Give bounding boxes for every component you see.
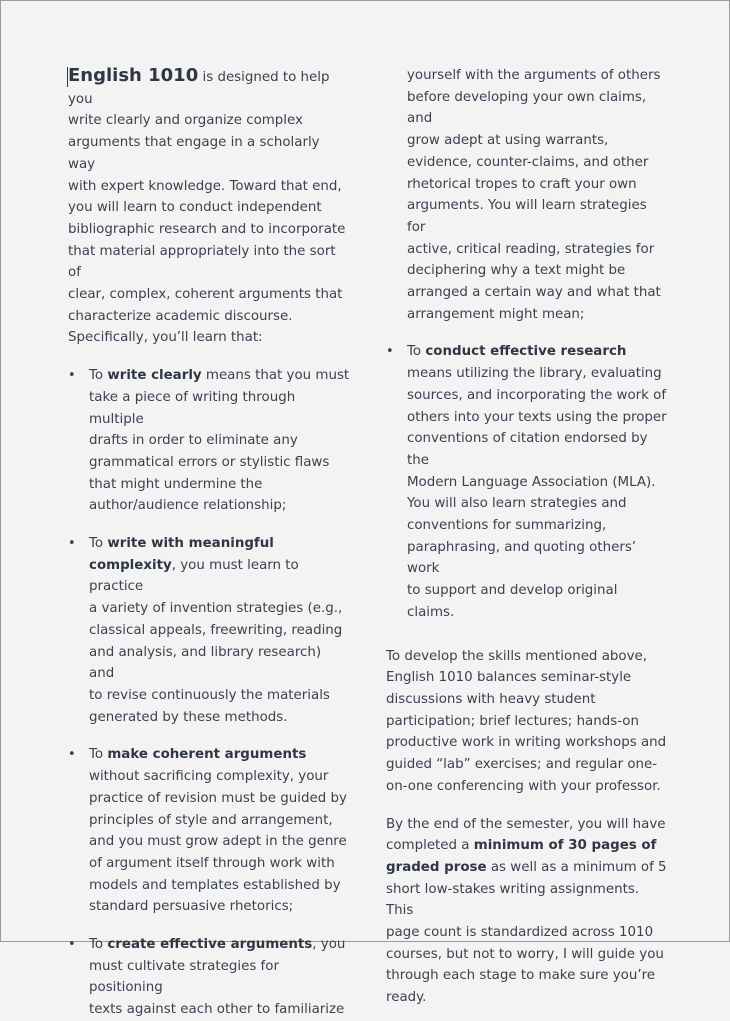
right-column bbox=[386, 65, 668, 1009]
course-title: English 1010 bbox=[68, 65, 199, 86]
requirements-paragraph: By the end of the semester, you will have completed a minimum of 30 pages of graded prose as well as a minimum of 5 short low-stakes writing assignments. This page count is standardized across 1010 courses, but not to worry, I will guide you through each stage to make sure you’re ready. bbox=[386, 816, 667, 1006]
list-item-effective-arguments: • To create effective arguments, you must cultivate strategies for positioning texts against each other to familiarize bbox=[68, 934, 350, 1021]
list-item-effective-research: • To conduct effective research means utilizing the library, evaluating sources, and incorporating the work of others into your texts using the proper conventions of citation endorsed by the Modern Language Association (MLA). You will also learn strategies and conventions for summarizing, paraphrasing, and quoting others’ work to support and develop original claims. bbox=[386, 341, 668, 623]
outcomes-list bbox=[68, 365, 350, 1021]
skills-paragraph: To develop the skills mentioned above, English 1010 balances seminar-style discussions with heavy student participation; brief lectures; hands-on productive work in writing workshops and guided “lab” exercises; and regular one- on-one conferencing with your professor. bbox=[386, 648, 667, 794]
bullet-icon: • bbox=[68, 368, 76, 384]
list-item-coherent-arguments: • To make coherent arguments without sacrificing complexity, your practice of revision must be guided by principles of style and arrangement, and you must grow adept in the genre of argument itself through work with models and templates established by standard persuasive rhetorics; bbox=[68, 744, 350, 918]
list-item-meaningful-complexity: • To write with meaningful complexity, you must learn to practice a variety of invention strategies (e.g., classical appeals, freewriting, reading and analysis, and library research) and to revise continuously the materials generated by these methods. bbox=[68, 533, 350, 728]
intro-paragraph: English 1010 is designed to help you write clearly and organize complex arguments that engage in a scholarly way with expert knowledge. Toward that end, you will learn to conduct independent bibliographic research and to incorporate that material appropriately into the sort of clear, complex, coherent arguments that characterize academic discourse. Specifically, you’ll learn that: bbox=[68, 65, 346, 346]
bullet-icon: • bbox=[68, 536, 76, 552]
list-item-write-clearly: • To write clearly means that you must take a piece of writing through multiple drafts in order to eliminate any grammatical errors or stylistic flaws that might undermine the author/audience relationship; bbox=[68, 365, 350, 517]
left-column bbox=[68, 65, 350, 1021]
bullet-icon: • bbox=[386, 344, 394, 360]
list-item-continuation: yourself with the arguments of others before developing your own claims, and grow adept at using warrants, evidence, counter-claims, and other rhetorical tropes to craft your own arguments. You will learn strategies for active, critical reading, strategies for deciphering why a text might be arranged a certain way and what that arrangement might mean; bbox=[407, 68, 661, 322]
outcomes-list-continued bbox=[386, 341, 668, 623]
text-cursor bbox=[67, 67, 68, 87]
bullet-icon: • bbox=[68, 937, 76, 953]
bullet-icon: • bbox=[68, 747, 76, 763]
